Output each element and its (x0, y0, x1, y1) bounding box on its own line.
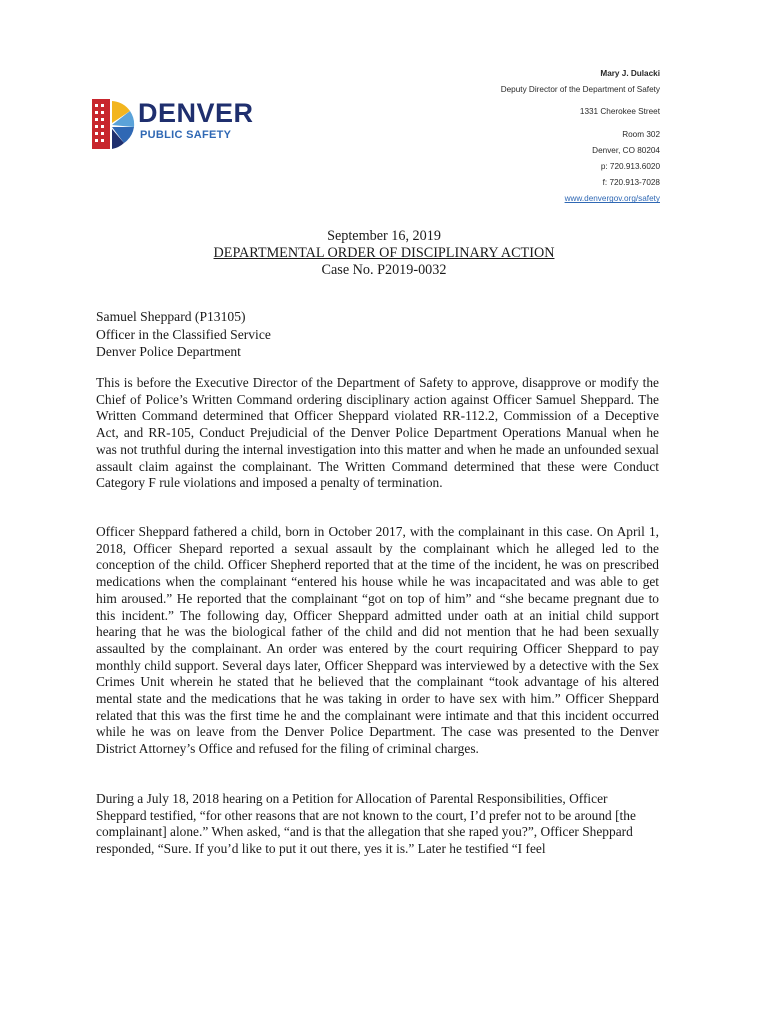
recipient-department: Denver Police Department (96, 344, 241, 360)
city-emblem-icon (92, 97, 136, 151)
recipient-block (96, 308, 271, 361)
website-link[interactable]: www.denvergov.org/safety (564, 194, 660, 204)
address-room: Room 302 (622, 129, 660, 139)
order-date: September 16, 2019 (327, 228, 441, 244)
body-paragraph-3: During a July 18, 2018 hearing on a Petition for Allocation of Parental Responsibilities, Officer Sheppard testified, “for other reasons that are not known to the court, I’d prefer not to be around [the complainant] alone.” When asked, “and is that the allegation that she raped you?”, Officer Sheppard responded, “Sure. If you’d like to put it out there, yes it is.” Later he testified “I feel (96, 791, 636, 857)
order-heading (0, 228, 768, 279)
logo-wordmark: DENVER (138, 98, 254, 128)
recipient-position: Officer in the Classified Service (96, 326, 271, 342)
order-title: DEPARTMENTAL ORDER OF DISCIPLINARY ACTION (213, 245, 555, 261)
sender-name: Mary J. Dulacki (600, 69, 660, 78)
recipient-name: Samuel Sheppard (P13105) (96, 309, 246, 324)
phone-number: p: 720.913.6020 (600, 161, 660, 171)
case-number: Case No. P2019-0032 (321, 262, 447, 278)
logo-subtitle: PUBLIC SAFETY (140, 129, 232, 141)
fax-number: f: 720.913-7028 (602, 178, 660, 188)
sender-title: Deputy Director of the Department of Safety (500, 85, 660, 95)
body-paragraph-1: This is before the Executive Director of the Department of Safety to approve, disapprove or modify the Chief of Police’s Written Command ordering disciplinary action against Officer Samuel Sheppard. The Written Command determined that Officer Sheppard violated RR-112.2, Commission of a Deceptive Act, and RR-105, Conduct Prejudicial of the Denver Police Department Operations Manual when he was not truthful during the internal investigation into this matter and when he made an unfounded sexual assault claim against the complainant. The Written Command determined that these were Conduct Category F rule violations and imposed a penalty of termination. (96, 375, 659, 491)
body-paragraph-2: Officer Sheppard fathered a child, born in October 2017, with the complainant in this case. On April 1, 2018, Officer Shepard reported a sexual assault by the complainant which he alleged led to the conception of the child. Officer Shepherd reported that at the time of the incident, he was on prescribed medications when the complainant “entered his house while he was incapacitated and was able to get him aroused.” He reported that the complainant “got on top of him” and “she became pregnant due to this incident.” The following day, Officer Sheppard admitted under oath at an initial child support hearing that he was the biological father of the child and did not mention that he had been sexually assaulted by the complainant. An order was entered by the court requiring Officer Sheppard to pay monthly child support. Several days later, Officer Sheppard was interviewed by a detective with the Sex Crimes Unit wherein he stated that he believed that the complainant “took advantage of his altered mental state and the medications that he was taking in order to have sex with him.” Officer Sheppard related that this was the first time he and the complainant were intimate and that this incident occurred while he was on leave from the Denver Police Department. The case was presented to the Denver District Attorney’s Office and refused for the filing of criminal charges. (96, 524, 659, 757)
letterhead-contact (400, 66, 660, 208)
address-city: Denver, CO 80204 (592, 145, 660, 155)
denver-public-safety-logo (92, 97, 292, 151)
address-street: 1331 Cherokee Street (579, 107, 660, 117)
